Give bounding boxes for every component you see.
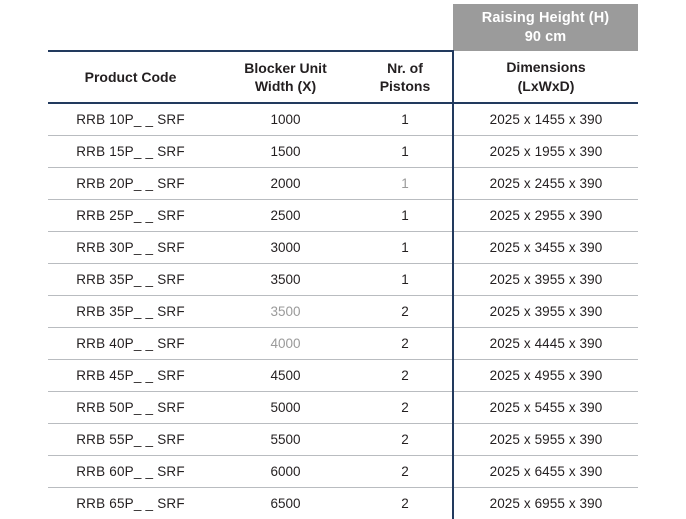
table-row (48, 392, 638, 424)
banner-spacer (48, 4, 453, 51)
cell-pistons: 2 (358, 360, 453, 392)
cell-width: 4500 (213, 360, 358, 392)
header-pistons (358, 51, 453, 103)
cell-dimensions: 2025 x 4445 x 390 (453, 328, 638, 360)
header-blocker-unit-width-line-2: Width (X) (213, 77, 358, 95)
header-product-code-label: Product Code (48, 68, 213, 86)
header-dimensions-line-2: (LxWxD) (454, 77, 638, 95)
cell-dimensions: 2025 x 6455 x 390 (453, 456, 638, 488)
table-row (48, 296, 638, 328)
cell-product-code: RRB 55P_ _ SRF (48, 424, 213, 456)
header-dimensions (453, 51, 638, 103)
cell-dimensions: 2025 x 1955 x 390 (453, 136, 638, 168)
cell-dimensions: 2025 x 2955 x 390 (453, 200, 638, 232)
cell-dimensions: 2025 x 6955 x 390 (453, 488, 638, 519)
table-row (48, 488, 638, 519)
cell-dimensions: 2025 x 5455 x 390 (453, 392, 638, 424)
cell-product-code: RRB 30P_ _ SRF (48, 232, 213, 264)
cell-width: 5500 (213, 424, 358, 456)
table-row (48, 424, 638, 456)
header-pistons-line-2: Pistons (358, 77, 452, 95)
cell-product-code: RRB 25P_ _ SRF (48, 200, 213, 232)
cell-product-code: RRB 10P_ _ SRF (48, 103, 213, 136)
table-row (48, 168, 638, 200)
cell-dimensions: 2025 x 5955 x 390 (453, 424, 638, 456)
cell-width: 3500 (213, 296, 358, 328)
cell-pistons: 2 (358, 424, 453, 456)
cell-product-code: RRB 65P_ _ SRF (48, 488, 213, 519)
header-pistons-line-1: Nr. of (358, 59, 452, 77)
cell-width: 3500 (213, 264, 358, 296)
cell-pistons: 1 (358, 200, 453, 232)
cell-product-code: RRB 20P_ _ SRF (48, 168, 213, 200)
cell-dimensions: 2025 x 2455 x 390 (453, 168, 638, 200)
table-row (48, 200, 638, 232)
table-row (48, 136, 638, 168)
cell-product-code: RRB 35P_ _ SRF (48, 264, 213, 296)
cell-pistons: 1 (358, 136, 453, 168)
cell-width: 5000 (213, 392, 358, 424)
banner-row (48, 4, 638, 51)
cell-pistons: 2 (358, 456, 453, 488)
table-row (48, 232, 638, 264)
header-product-code (48, 51, 213, 103)
raising-height-banner (453, 4, 638, 51)
cell-width: 6000 (213, 456, 358, 488)
cell-width: 2000 (213, 168, 358, 200)
cell-pistons: 2 (358, 296, 453, 328)
cell-pistons: 2 (358, 392, 453, 424)
table-row (48, 456, 638, 488)
cell-product-code: RRB 45P_ _ SRF (48, 360, 213, 392)
header-blocker-unit-width (213, 51, 358, 103)
cell-pistons: 1 (358, 103, 453, 136)
cell-dimensions: 2025 x 3455 x 390 (453, 232, 638, 264)
cell-dimensions: 2025 x 3955 x 390 (453, 296, 638, 328)
cell-width: 1500 (213, 136, 358, 168)
banner-line-2: 90 cm (453, 28, 638, 46)
cell-width: 4000 (213, 328, 358, 360)
cell-width: 2500 (213, 200, 358, 232)
cell-product-code: RRB 15P_ _ SRF (48, 136, 213, 168)
header-blocker-unit-width-line-1: Blocker Unit (213, 59, 358, 77)
cell-product-code: RRB 50P_ _ SRF (48, 392, 213, 424)
cell-product-code: RRB 40P_ _ SRF (48, 328, 213, 360)
cell-dimensions: 2025 x 3955 x 390 (453, 264, 638, 296)
cell-pistons: 1 (358, 168, 453, 200)
header-dimensions-line-1: Dimensions (454, 58, 638, 76)
table-row (48, 328, 638, 360)
table-row (48, 103, 638, 136)
cell-pistons: 2 (358, 328, 453, 360)
cell-width: 6500 (213, 488, 358, 519)
cell-dimensions: 2025 x 4955 x 390 (453, 360, 638, 392)
header-row (48, 51, 638, 103)
table-row (48, 360, 638, 392)
cell-width: 3000 (213, 232, 358, 264)
cell-product-code: RRB 60P_ _ SRF (48, 456, 213, 488)
cell-dimensions: 2025 x 1455 x 390 (453, 103, 638, 136)
cell-pistons: 1 (358, 264, 453, 296)
cell-pistons: 1 (358, 232, 453, 264)
cell-width: 1000 (213, 103, 358, 136)
cell-product-code: RRB 35P_ _ SRF (48, 296, 213, 328)
cell-pistons: 2 (358, 488, 453, 519)
banner-line-1: Raising Height (H) (453, 9, 638, 27)
table-row (48, 264, 638, 296)
product-spec-table (48, 4, 638, 519)
